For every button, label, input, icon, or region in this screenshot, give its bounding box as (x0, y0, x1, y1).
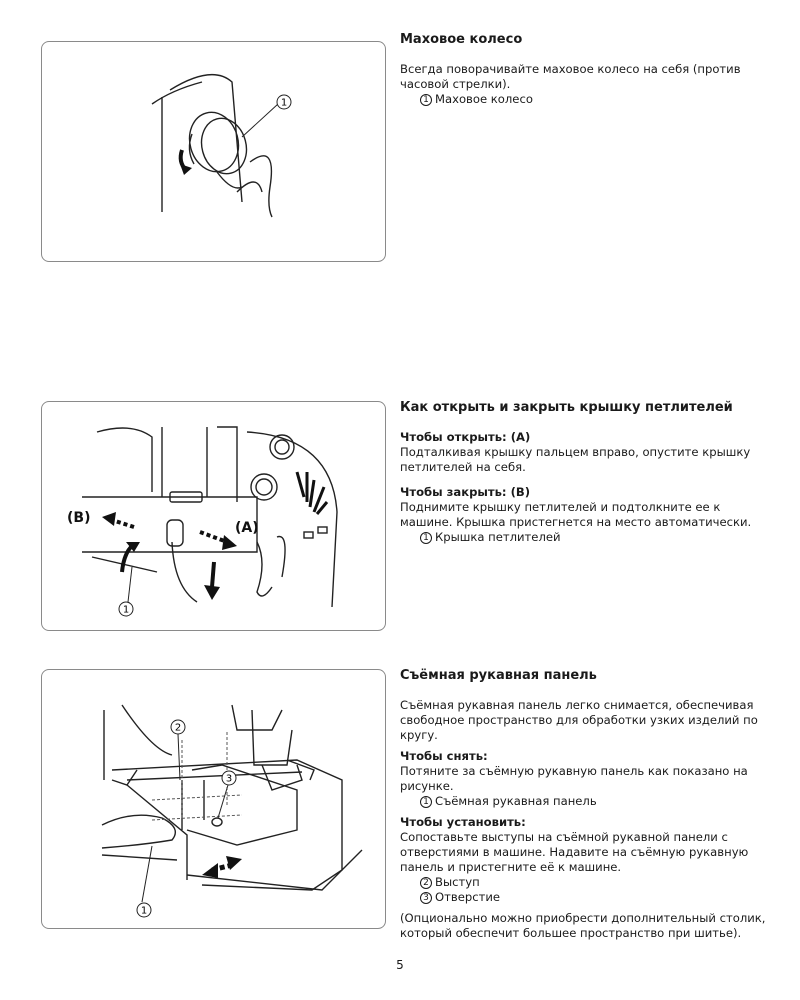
looper-cover-illustration (42, 402, 385, 630)
legend-number: 1 (420, 796, 432, 808)
legend-number: 3 (420, 892, 432, 904)
handwheel-legend-1 (400, 92, 770, 107)
attach-legend-2 (400, 875, 770, 890)
handwheel-text (400, 32, 770, 107)
close-text: Поднимите крышку петлителей и подтолкните ее к машине. Крышка пристегнется на место автоматически. (400, 500, 752, 529)
attach-legend-3 (400, 890, 770, 905)
looper-cover-text (400, 400, 770, 545)
legend-label: Крышка петлителей (435, 530, 561, 544)
attach-text: Сопоставьте выступы на съёмной рукавной панели с отверстиями в машине. Надавите на съёмную рукавную панель и пристегните её к машине. (400, 830, 749, 874)
attach-heading: Чтобы установить: (400, 815, 526, 829)
looper-cover-figure (41, 401, 386, 631)
legend-label: Выступ (435, 875, 480, 889)
callout-3: 3 (225, 773, 233, 785)
legend-number: 1 (420, 94, 432, 106)
arm-panel-note: (Опционально можно приобрести дополнительный столик, который обеспечит большее пространство при шитье). (400, 911, 766, 940)
remove-heading: Чтобы снять: (400, 749, 488, 763)
legend-number: 1 (420, 532, 432, 544)
legend-label: Маховое колесо (435, 92, 533, 106)
open-heading: Чтобы открыть: (A) (400, 430, 531, 444)
page-number: 5 (396, 958, 404, 972)
arm-panel-figure (41, 669, 386, 929)
arm-panel-intro: Съёмная рукавная панель легко снимается, обеспечивая свободное пространство для обработки узких изделий по кругу. (400, 698, 758, 742)
handwheel-illustration (42, 42, 385, 261)
open-text: Подталкивая крышку пальцем вправо, опустите крышку петлителей на себя. (400, 445, 751, 474)
legend-number: 2 (420, 877, 432, 889)
close-heading: Чтобы закрыть: (B) (400, 485, 531, 499)
callout-1: 1 (140, 905, 148, 917)
legend-label: Съёмная рукавная панель (435, 794, 597, 808)
label-b: (B) (67, 510, 91, 526)
callout-2: 2 (174, 722, 182, 734)
arm-panel-title: Съёмная рукавная панель (400, 668, 597, 683)
arm-panel-illustration (42, 670, 385, 928)
remove-legend-1 (400, 794, 770, 809)
remove-text: Потяните за съёмную рукавную панель как показано на рисунке. (400, 764, 748, 793)
handwheel-body: Всегда поворачивайте маховое колесо на себя (против часовой стрелки). (400, 62, 741, 91)
legend-label: Отверстие (435, 890, 500, 904)
callout-1: 1 (122, 604, 130, 616)
looper-cover-legend-1 (400, 530, 770, 545)
arm-panel-text (400, 668, 770, 941)
handwheel-figure (41, 41, 386, 262)
label-a: (A) (235, 520, 259, 536)
looper-cover-title: Как открыть и закрыть крышку петлителей (400, 400, 733, 415)
callout-1: 1 (280, 97, 288, 109)
handwheel-title: Маховое колесо (400, 32, 523, 47)
